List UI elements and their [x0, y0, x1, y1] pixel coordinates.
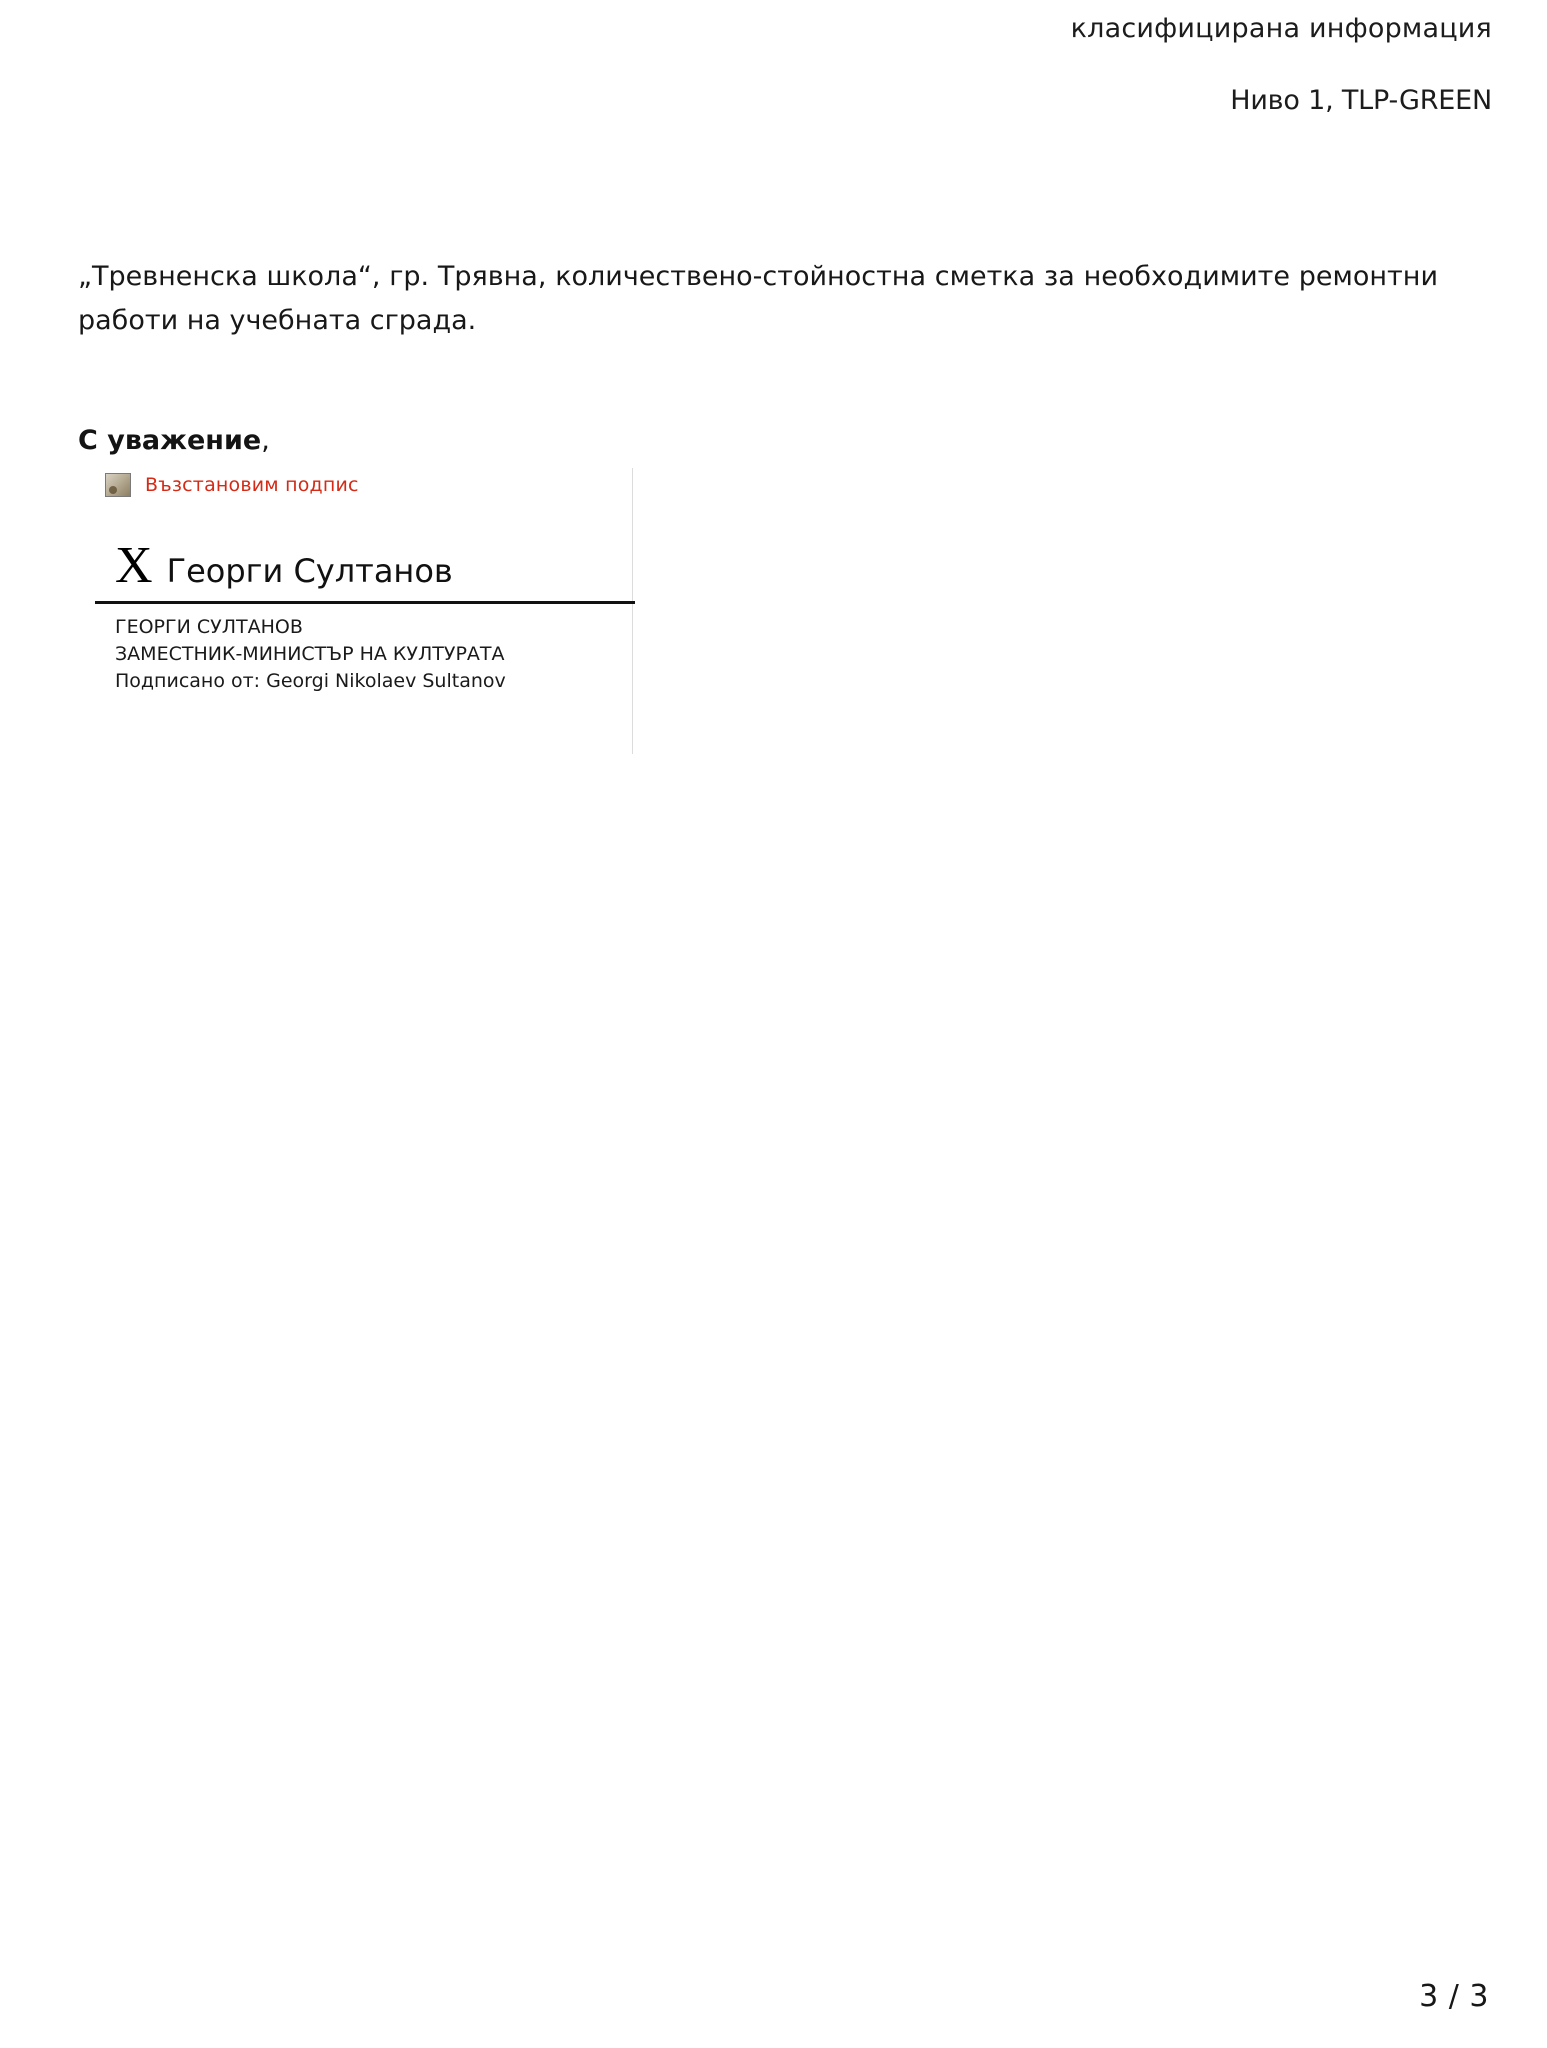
closing-comma: ,	[261, 425, 270, 456]
page-indicator: 3 / 3	[1419, 1979, 1489, 2014]
restore-signature-row[interactable]	[95, 468, 635, 502]
signature-rule	[95, 601, 635, 604]
signature-name: Георги Султанов	[166, 552, 453, 590]
image-placeholder-icon	[105, 473, 131, 497]
closing-salutation	[78, 425, 270, 456]
classification-label: класифицирана информация	[1070, 13, 1492, 44]
signer-name-caps: ГЕОРГИ СУЛТАНОВ	[115, 616, 303, 638]
body-paragraph: „Тревненска школа“, гр. Трявна, количествено-стойностна сметка за необходимите ремонтни работи на учебната сграда.	[78, 261, 1438, 336]
classification-header	[1071, 8, 1492, 122]
signed-by: Подписано от: Georgi Nikolaev Sultanov	[115, 669, 506, 692]
closing-salutation-text: С уважение	[78, 425, 262, 456]
restore-signature-label: Възстановим подпис	[145, 474, 359, 496]
signature-details	[95, 614, 635, 695]
signature-block	[95, 468, 635, 695]
signature-line-row	[95, 537, 635, 594]
signature-x-mark: X	[115, 537, 153, 594]
classification-level: Ниво 1, TLP-GREEN	[1230, 84, 1492, 116]
signer-title: ЗАМЕСТНИК-МИНИСТЪР НА КУЛТУРАТА	[115, 642, 505, 665]
